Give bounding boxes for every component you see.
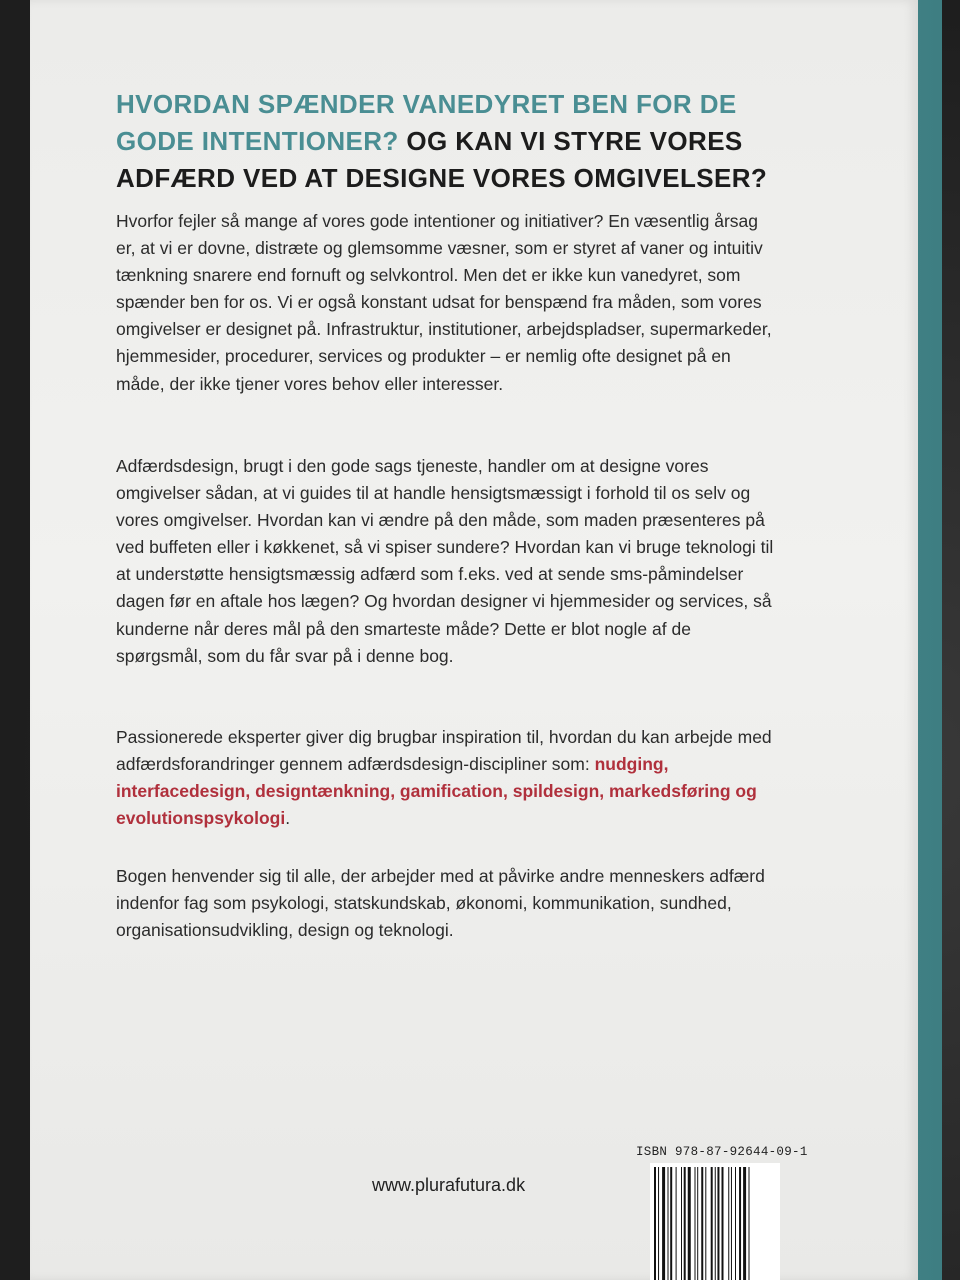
experts-intro-text: Passionerede eksperter giver dig brugbar inspiration til, hvordan du kan arbejde med adfærdsforandringer gennem adfærdsdesign-discipliner som: [116, 727, 772, 775]
publisher-url: www.plurafutura.dk [372, 1175, 526, 1195]
barcode-image [650, 1163, 780, 1280]
isbn-number: ISBN 978-87-92644-09-1 [636, 1145, 808, 1159]
paragraph-experts [116, 724, 780, 832]
paragraph-intro: Hvorfor fejler så mange af vores gode intentioner og initiativer? En væsentlig årsag er, at vi er dovne, distræte og glemsomme væsner, som er styret af vaner og intuitiv tænkning snarere end fornuft og selvkontrol. Men det er ikke kun vanedyret, som spænder ben for os. Vi er også konstant udsat for benspænd fra måden, som vores omgivelser er designet på. Infrastruktur, institutioner, arbejdspladser, supermarkeder, hjemmesider, procedurer, services og produkter – er nemlig ofte designet på en måde, der ikke tjener vores behov eller interesser. [116, 211, 772, 394]
experts-end-punct: . [285, 808, 291, 829]
headline [116, 86, 816, 197]
disciplines-list: nudging, interfacedesign, designtænkning, gamification, spildesign, markedsføring og evolutionspsykologi [116, 754, 757, 829]
paragraph-behavior-design: Adfærdsdesign, brugt i den gode sags tjeneste, handler om at designe vores omgivelser sådan, at vi guides til at handle hensigtsmæssigt i forhold til os selv og vores omgivelser. Hvordan kan vi ændre på den måde, som maden præsenteres på ved buffeten eller i køkkenet, så vi spiser sundere? Hvordan kan vi bruge teknologi til at understøtte hensigtsmæssig adfærd som f.eks. ved at sende sms-påmindelser dagen før en aftale hos lægen? Og hvordan designer vi hjemmesider og services, så kunderne når deres mål på den smarteste måde? Dette er blot nogle af de spørgsmål, som du får svar på i denne bog. [116, 456, 774, 666]
headline-question: HVORDAN SPÆNDER VANEDYRET BEN FOR DE GODE INTENTIONER? [116, 89, 737, 156]
paragraph-audience: Bogen henvender sig til alle, der arbejder med at påvirke andre menneskers adfærd indenfor fag som psykologi, statskundskab, økonomi, kommunikation, sundhed, organisationsudvikling, design og teknologi. [116, 866, 765, 941]
headline-subquestion: OG KAN VI STYRE VORES ADFÆRD VED AT DESIGNE VORES OMGIVELSER? [116, 126, 768, 193]
